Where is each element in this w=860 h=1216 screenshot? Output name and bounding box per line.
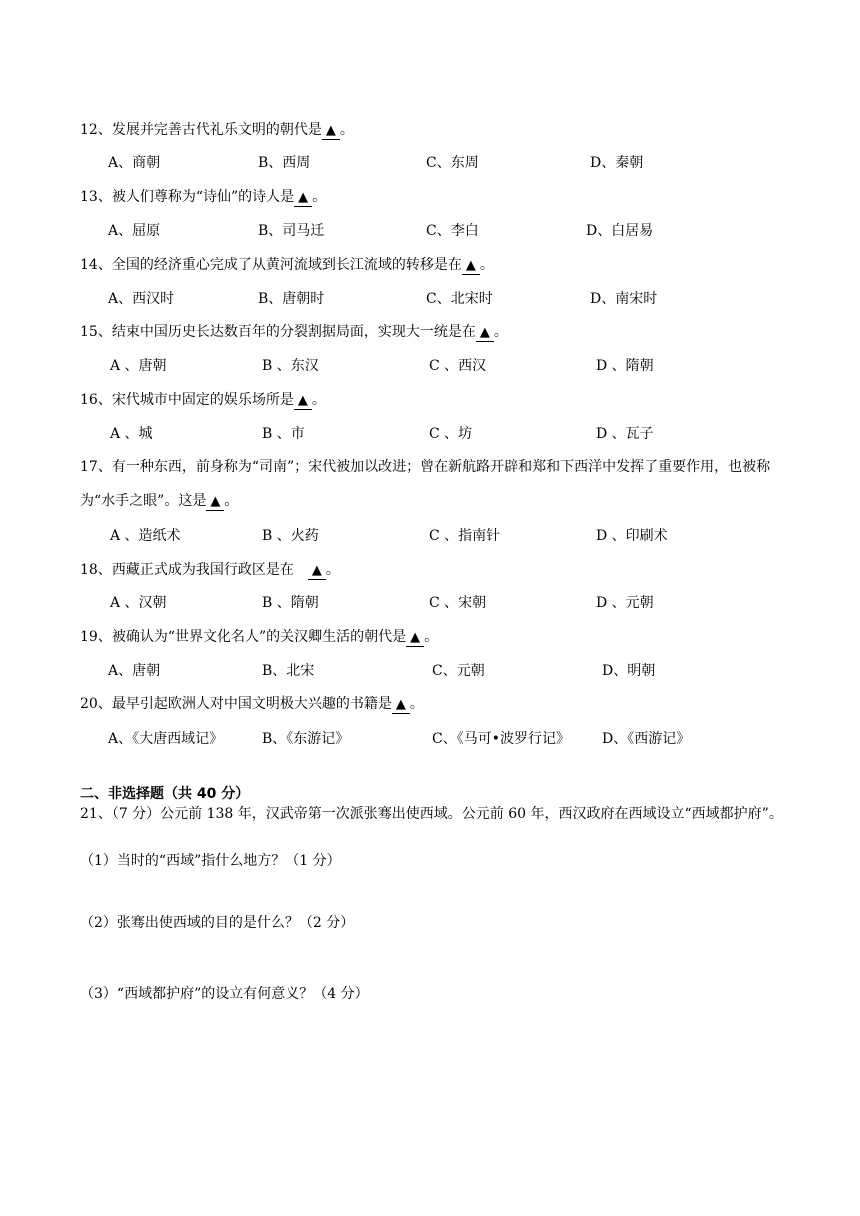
question-17 bbox=[80, 450, 785, 518]
option-d: D 、瓦子 bbox=[596, 426, 654, 442]
option-c: C 、坊 bbox=[429, 426, 473, 442]
triangle-icon: ▲ bbox=[311, 563, 322, 578]
option-b: B 、火药 bbox=[262, 528, 319, 544]
question-text: 17、有一种东西，前身称为“司南”；宋代被加以改进；曾在新航路开辟和郑和下西洋中发挥了重要作用，也被称为“水手之眼”。这是 bbox=[80, 459, 771, 509]
question-19 bbox=[80, 627, 438, 647]
option-a: A、屈原 bbox=[108, 223, 161, 239]
option-b: B、司马迁 bbox=[258, 223, 325, 239]
question-14 bbox=[80, 255, 494, 275]
question-12 bbox=[80, 120, 354, 140]
question-suffix: 。 bbox=[312, 189, 327, 205]
option-b: B 、市 bbox=[262, 426, 305, 442]
answer-blank bbox=[392, 696, 410, 714]
question-20 bbox=[80, 694, 424, 714]
question-21-part-3: （3）“西域都护府”的设立有何意义？（4 分） bbox=[80, 986, 369, 1002]
question-16 bbox=[80, 390, 326, 410]
option-a: A、唐朝 bbox=[108, 663, 161, 679]
option-c: C、东周 bbox=[426, 155, 479, 171]
answer-blank bbox=[206, 493, 224, 511]
question-text: 20、最早引起欧洲人对中国文明极大兴趣的书籍是 bbox=[80, 696, 392, 712]
option-d: D、《西游记》 bbox=[602, 731, 691, 747]
question-13 bbox=[80, 187, 326, 207]
question-18 bbox=[80, 560, 340, 580]
option-a: A、《大唐西域记》 bbox=[108, 731, 224, 747]
option-c: C、北宋时 bbox=[426, 291, 493, 307]
option-a: A 、汉朝 bbox=[110, 595, 167, 611]
question-suffix: 。 bbox=[224, 493, 239, 509]
option-d: D、白居易 bbox=[586, 223, 654, 239]
question-text: 13、被人们尊称为“诗仙”的诗人是 bbox=[80, 189, 295, 205]
option-d: D 、印刷术 bbox=[596, 528, 668, 544]
option-a: A 、造纸术 bbox=[110, 528, 181, 544]
option-d: D、明朝 bbox=[602, 663, 656, 679]
question-text: 16、宋代城市中固定的娱乐场所是 bbox=[80, 392, 294, 408]
option-b: B、《东游记》 bbox=[262, 731, 350, 747]
option-b: B 、东汉 bbox=[262, 358, 319, 374]
triangle-icon: ▲ bbox=[465, 258, 476, 273]
question-21-part-2: （2）张骞出使西域的目的是什么？（2 分） bbox=[80, 915, 355, 931]
question-suffix: 。 bbox=[325, 562, 340, 578]
option-d: D 、元朝 bbox=[596, 595, 654, 611]
option-c: C 、宋朝 bbox=[429, 595, 487, 611]
question-suffix: 。 bbox=[479, 257, 494, 273]
answer-blank bbox=[308, 562, 326, 580]
question-suffix: 。 bbox=[339, 122, 354, 138]
question-suffix: 。 bbox=[409, 696, 424, 712]
question-suffix: 。 bbox=[493, 324, 508, 340]
answer-blank bbox=[294, 392, 312, 410]
option-d: D、秦朝 bbox=[590, 155, 644, 171]
question-21-part-1: （1）当时的“西域”指什么地方？（1 分） bbox=[80, 853, 341, 869]
option-b: B、北宋 bbox=[262, 663, 315, 679]
question-text: 15、结束中国历史长达数百年的分裂割据局面，实现大一统是在 bbox=[80, 324, 476, 340]
answer-blank bbox=[322, 122, 340, 140]
triangle-icon: ▲ bbox=[395, 697, 406, 712]
option-c: C 、指南针 bbox=[429, 528, 501, 544]
option-a: A 、唐朝 bbox=[110, 358, 167, 374]
option-c: C、李白 bbox=[426, 223, 479, 239]
question-text: 12、发展并完善古代礼乐文明的朝代是 bbox=[80, 122, 322, 138]
option-d: D 、隋朝 bbox=[596, 358, 654, 374]
option-d: D、南宋时 bbox=[590, 291, 658, 307]
triangle-icon: ▲ bbox=[297, 393, 308, 408]
question-text: 18、西藏正式成为我国行政区是在 bbox=[80, 562, 294, 578]
triangle-icon: ▲ bbox=[479, 325, 490, 340]
option-b: B、唐朝时 bbox=[258, 291, 325, 307]
triangle-icon: ▲ bbox=[210, 494, 221, 509]
option-b: B 、隋朝 bbox=[262, 595, 319, 611]
question-21: 21、（7 分）公元前 138 年，汉武帝第一次派张骞出使西域。公元前 60 年，西汉政府在西域设立“西域都护府”。 bbox=[80, 806, 783, 822]
option-c: C、《马可•波罗行记》 bbox=[432, 731, 570, 747]
triangle-icon: ▲ bbox=[410, 630, 421, 645]
question-15 bbox=[80, 322, 508, 342]
section-heading: 二、非选择题（共 40 分） bbox=[80, 786, 250, 802]
option-c: C 、西汉 bbox=[429, 358, 487, 374]
option-c: C、元朝 bbox=[432, 663, 485, 679]
triangle-icon: ▲ bbox=[298, 190, 309, 205]
answer-blank bbox=[476, 324, 494, 342]
option-a: A、西汉时 bbox=[108, 291, 175, 307]
answer-blank bbox=[294, 189, 312, 207]
question-text: 19、被确认为“世界文化名人”的关汉卿生活的朝代是 bbox=[80, 629, 407, 645]
answer-blank bbox=[406, 629, 424, 647]
option-b: B、西周 bbox=[258, 155, 311, 171]
option-a: A 、城 bbox=[110, 426, 153, 442]
triangle-icon: ▲ bbox=[325, 123, 336, 138]
question-text: 14、全国的经济重心完成了从黄河流域到长江流域的转移是在 bbox=[80, 257, 462, 273]
answer-blank bbox=[462, 257, 480, 275]
question-suffix: 。 bbox=[424, 629, 439, 645]
option-a: A、商朝 bbox=[108, 155, 161, 171]
question-suffix: 。 bbox=[311, 392, 326, 408]
